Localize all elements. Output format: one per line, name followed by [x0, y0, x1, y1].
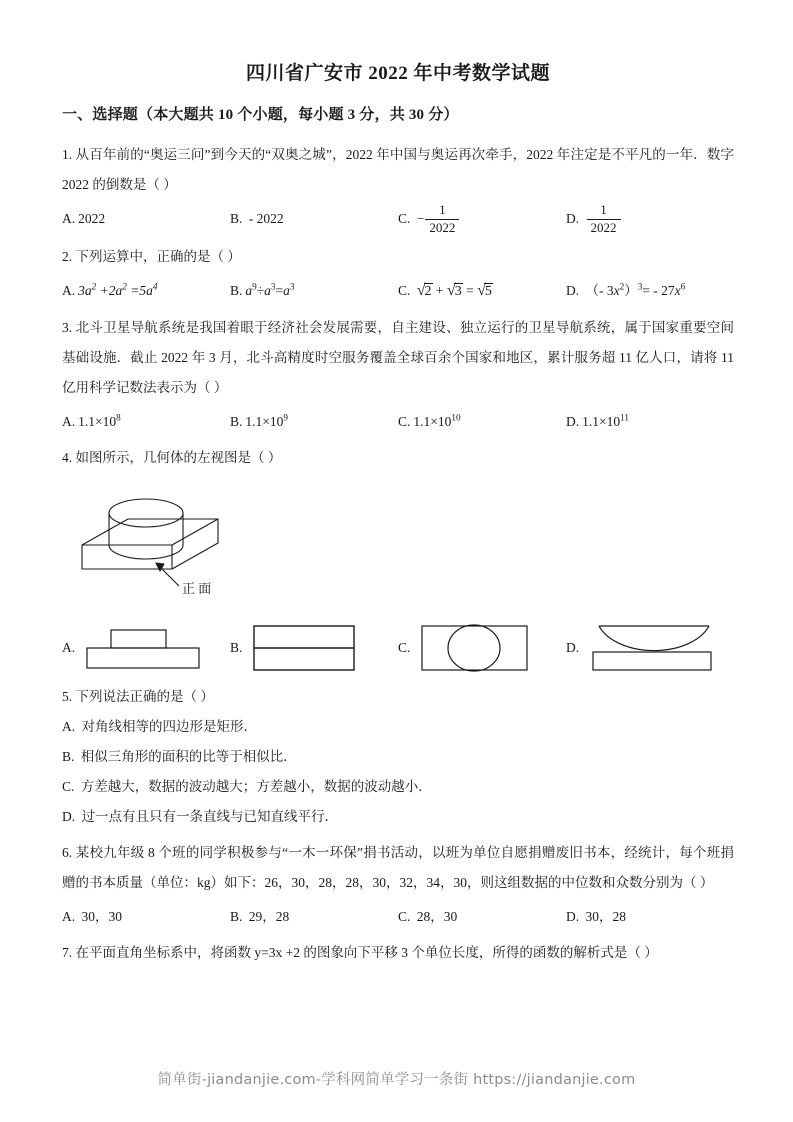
question-3-option-a[interactable]: [62, 407, 230, 437]
option-text: 对角线相等的四边形是矩形．: [81, 719, 257, 735]
option-text: 28，30: [416, 909, 458, 925]
option-label: D.: [62, 809, 76, 825]
question-3-option-c[interactable]: [398, 407, 566, 437]
option-label: B.: [230, 909, 243, 925]
option-label: D.: [566, 640, 580, 656]
option-text: 30，28: [585, 909, 626, 925]
sqrt-2: √2: [416, 282, 432, 300]
question-4: [62, 443, 734, 676]
fraction-denominator: 2022: [587, 219, 621, 236]
option-text: 29，28: [248, 909, 290, 925]
figure-annotation-label: 正 面: [182, 581, 212, 597]
option-label: B.: [230, 283, 243, 299]
question-4-option-a[interactable]: [62, 620, 230, 676]
option-label: B.: [230, 211, 243, 226]
question-2: [62, 242, 734, 307]
option-label: C.: [62, 779, 75, 795]
option-label: A.: [62, 283, 76, 299]
question-4-option-d[interactable]: [566, 620, 734, 676]
view-rect-split-horizontally: [248, 620, 368, 676]
option-text: - 2022: [248, 211, 284, 226]
question-3-option-d[interactable]: [566, 407, 734, 437]
view-small-rect-on-wide-rect: [81, 620, 221, 676]
question-3: [62, 313, 734, 437]
page-title: 四川省广安市 2022 年中考数学试题: [245, 63, 550, 84]
section-heading: 一、选择题（本大题共 10 个小题，每小题 3 分，共 30 分）: [62, 107, 459, 123]
question-5-option-a[interactable]: [62, 712, 734, 742]
option-label: A.: [62, 719, 76, 735]
option-exponent: 9: [283, 412, 288, 423]
question-5: [62, 682, 734, 832]
document-content: [62, 58, 734, 974]
option-label: C.: [398, 414, 411, 430]
question-6-option-b[interactable]: [230, 902, 398, 932]
option-text: 相似三角形的面积的比等于相似比．: [80, 749, 297, 765]
sqrt-5: √5: [477, 282, 492, 300]
question-6-option-d[interactable]: [566, 902, 734, 932]
option-text: 2022: [78, 211, 106, 226]
option-exponent: 10: [451, 412, 461, 423]
view-circle-in-rect: [416, 620, 546, 676]
minus-sign: −: [416, 211, 425, 227]
question-3-text: 3. 北斗卫星导航系统是我国着眼于经济社会发展需要，自主建设、独立运行的卫星导航系统，属于国家重要空间基础设施．截止 2022 年 3 月，北斗高精度时空服务覆盖全球百余个国家和地区，累计服务超 11 亿人口，请将 11 亿用科学记数法表示为（ ）: [62, 320, 734, 396]
question-5-option-b[interactable]: [62, 742, 734, 772]
option-mantissa: 1.1×10: [582, 414, 621, 430]
fraction: [587, 203, 621, 235]
question-1-option-a[interactable]: [62, 204, 230, 236]
option-text: 过一点有且只有一条直线与已知直线平行．: [81, 809, 338, 825]
question-4-option-b[interactable]: [230, 620, 398, 676]
question-1-option-c[interactable]: [398, 204, 566, 236]
question-2-option-d[interactable]: [566, 276, 734, 307]
question-7: [62, 938, 734, 968]
option-mantissa: 1.1×10: [245, 414, 284, 430]
question-2-option-c[interactable]: C. √2 + √3 = √5: [398, 276, 566, 307]
option-expression: $a^9\div a^3=a^3$: [245, 281, 295, 299]
question-6-options: [62, 902, 734, 932]
option-expression: （- $3x^2)^3= - 27x^6$: [585, 281, 686, 299]
question-1-text: 1. 从百年前的“奥运三问”到今天的“双奥之城”，2022 年中国与奥运再次牵手，2022 年注定是不平凡的一年．数字 2022 的倒数是（ ）: [62, 147, 734, 192]
option-label: A.: [62, 909, 76, 925]
question-2-text: 2. 下列运算中，正确的是（ ）: [62, 249, 241, 265]
question-2-option-b[interactable]: [230, 276, 398, 307]
question-4-text: 4. 如图所示，几何体的左视图是（ ）: [62, 450, 282, 466]
question-3-options: [62, 407, 734, 437]
fraction-numerator: 1: [439, 202, 446, 217]
option-mantissa: 1.1×10: [413, 414, 452, 430]
question-2-options: [62, 276, 734, 307]
option-label: C.: [398, 909, 411, 925]
question-7-text: 7. 在平面直角坐标系中，将函数 y=3x +2 的图象向下平移 3 个单位长度，所得的函数的解析式是（ ）: [62, 945, 658, 961]
question-6-option-c[interactable]: [398, 902, 566, 932]
option-label: D.: [566, 211, 580, 227]
question-3-option-b[interactable]: [230, 407, 398, 437]
option-label: B.: [230, 640, 243, 656]
option-text: 方差越大，数据的波动越大；方差越小，数据的波动越小．: [80, 779, 432, 795]
option-exponent: 11: [620, 412, 629, 423]
question-5-option-c[interactable]: [62, 772, 734, 802]
question-1: [62, 140, 734, 236]
option-label: C.: [398, 283, 411, 299]
question-1-options: [62, 204, 734, 236]
option-label: A.: [62, 211, 76, 226]
question-2-option-a[interactable]: [62, 276, 230, 307]
question-1-option-d[interactable]: [566, 204, 734, 236]
option-mantissa: 1.1×10: [78, 414, 117, 430]
option-label: D.: [566, 414, 580, 430]
solid-figure-cylinder-on-prism: [76, 483, 326, 599]
option-label: C.: [398, 211, 411, 227]
option-exponent: 8: [116, 412, 121, 423]
page-footer: 简单街-jiandanjie.com-学科网简单学习一条街 https://jiandanjie.com: [157, 1072, 636, 1088]
option-label: B.: [230, 414, 243, 430]
question-4-option-c[interactable]: [398, 620, 566, 676]
question-6: [62, 838, 734, 932]
option-label: D.: [566, 283, 580, 299]
option-label: D.: [566, 909, 580, 925]
option-text: 30，30: [81, 909, 122, 925]
question-6-option-a[interactable]: [62, 902, 230, 932]
option-label: B.: [62, 749, 75, 765]
view-bowl-above-rect: [585, 620, 725, 676]
question-5-text: 5. 下列说法正确的是（ ）: [62, 689, 214, 705]
question-6-text: 6. 某校九年级 8 个班的同学积极参与“一木一环保”捐书活动，以班为单位自愿捐赠废旧书本，经统计，每个班捐赠的书本质量（单位：kg）如下：26，30，28，28，30，32，34，30，则这组数据的中位数和众数分别为（ ）: [62, 845, 734, 891]
fraction-numerator: 1: [600, 202, 607, 217]
question-1-option-b[interactable]: [230, 204, 398, 236]
option-label: A.: [62, 640, 76, 656]
fraction: [425, 203, 459, 235]
fraction-denominator: 2022: [425, 219, 459, 236]
question-5-option-d[interactable]: [62, 802, 734, 832]
question-4-options: [62, 620, 734, 676]
sqrt-3: √3: [446, 282, 462, 300]
option-label: C.: [398, 640, 411, 656]
option-expression: $3a^2 +2a^2 =5a^4$: [78, 281, 158, 299]
option-label: A.: [62, 414, 76, 430]
